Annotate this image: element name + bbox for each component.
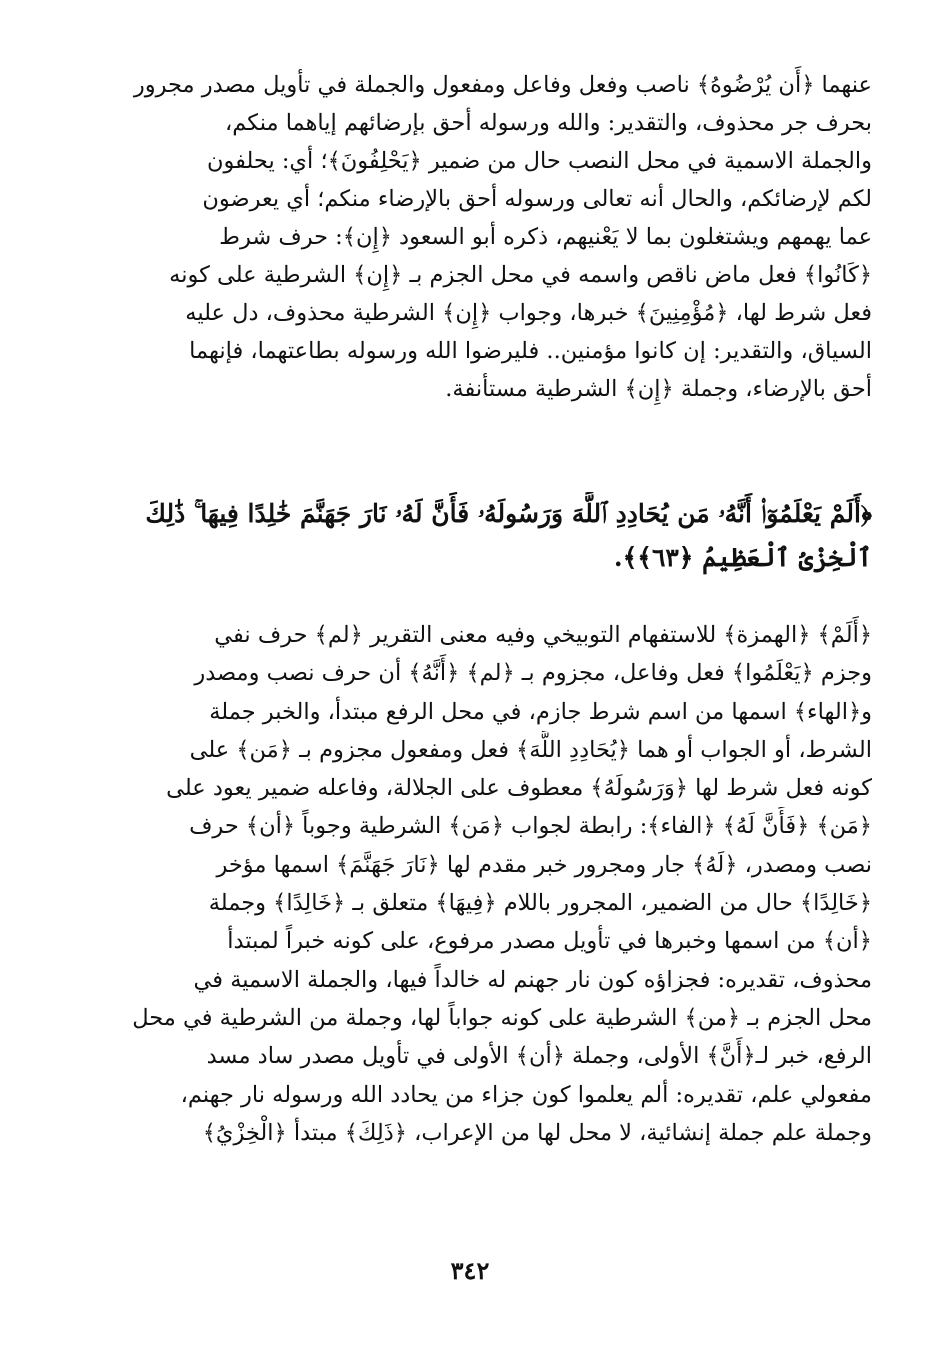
text-line: بحرف جر محذوف، والتقدير: والله ورسوله أحق بإرضائهم إياهما منكم، xyxy=(225,110,872,136)
text-line: الشرط، أو الجواب أو هما ﴿يُحَادِدِ اللَّهَ﴾ فعل ومفعول مجزوم بـ ﴿مَن﴾ على xyxy=(189,736,872,763)
text-line: ﴿مَن﴾ ﴿فَأَنَّ لَهُ﴾ ﴿الفاء﴾: رابطة لجواب ﴿مَن﴾ الشرطية وجوباً ﴿أن﴾ حرف xyxy=(189,813,872,840)
text-line: وجزم ﴿يَعْلَمُوا﴾ فعل وفاعل، مجزوم بـ ﴿لم﴾ ﴿أَنَّهُ﴾ أن حرف نصب ومصدر xyxy=(194,660,872,687)
text-line: ﴿أَلَمْ﴾ ﴿الهمزة﴾ للاستفهام التوبيخي وفيه معنى التقرير ﴿لم﴾ حرف نفي xyxy=(214,622,872,648)
text-line: ﴿خَالِدًا﴾ حال من الضمير، المجرور باللام ﴿فِيهَا﴾ متعلق بـ ﴿خَالِدًا﴾ وجملة xyxy=(208,890,872,917)
text-line: مفعولي علم، تقديره: ألم يعلموا كون جزاء من يحادد الله ورسوله نار جهنم، xyxy=(180,1081,872,1108)
text-line: الرفع، خبر لـ﴿أَنَّ﴾ الأولى، وجملة ﴿أن﴾ الأولى في تأويل مصدر ساد مسد xyxy=(206,1043,872,1070)
text-line: محذوف، تقديره: فجزاؤه كون نار جهنم له خالداً فيها، والجملة الاسمية في xyxy=(193,966,872,993)
commentary-paragraph-2 xyxy=(72,616,872,1152)
text-line: السياق، والتقدير: إن كانوا مؤمنين.. فليرضوا الله ورسوله بطاعتهما، فإنهما xyxy=(189,338,872,364)
text-line: محل الجزم بـ ﴿من﴾ الشرطية على كونه جواباً لها، وجملة من الشرطية في محل xyxy=(132,1004,872,1031)
text-line: فعل شرط لها، ﴿مُؤْمِنِينَ﴾ خبرها، وجواب ﴿إِن﴾ الشرطية محذوف، دل عليه xyxy=(185,300,872,326)
text-line: كونه فعل شرط لها ﴿وَرَسُولَهُ﴾ معطوف على الجلالة، وفاعله ضمير يعود على xyxy=(166,775,872,802)
quran-verse xyxy=(72,492,872,580)
text-line: ﴿أن﴾ من اسمها وخبرها في تأويل مصدر مرفوع، على كونه خبراً لمبتدأ xyxy=(227,928,872,955)
commentary-paragraph-1 xyxy=(72,66,872,408)
text-line: أحق بالإرضاء، وجملة ﴿إِن﴾ الشرطية مستأنفة. xyxy=(445,376,872,402)
text-line: عما يهمهم ويشتغلون بما لا يَعْنيهم، ذكره أبو السعود ﴿إِن﴾: حرف شرط xyxy=(219,224,872,250)
text-line: والجملة الاسمية في محل النصب حال من ضمير ﴿يَحْلِفُونَ﴾؛ أي: يحلفون xyxy=(206,148,872,174)
text-line: و﴿الهاء﴾ اسمها من اسم شرط جازم، في محل الرفع مبتدأ، والخبر جملة xyxy=(209,698,872,725)
text-line: لكم لإرضائكم، والحال أنه تعالى ورسوله أحق بالإرضاء منكم؛ أي يعرضون xyxy=(202,186,872,212)
text-line: ﴿كَانُوا﴾ فعل ماض ناقص واسمه في محل الجزم بـ ﴿إِن﴾ الشرطية على كونه xyxy=(169,262,872,288)
verse-line: ٱلْخِزْىُ ٱلْعَظِيمُ ﴿٦٣﴾﴾. xyxy=(613,543,872,572)
text-line: وجملة علم جملة إنشائية، لا محل لها من الإعراب، ﴿ذَلِكَ﴾ مبتدأ ﴿الْخِزْيُ﴾ xyxy=(202,1119,872,1146)
page-number: ٣٤٢ xyxy=(450,1256,490,1285)
text-line: نصب ومصدر، ﴿لَهُ﴾ جار ومجرور خبر مقدم لها ﴿نَارَ جَهَنَّمَ﴾ اسمها مؤخر xyxy=(216,851,872,878)
text-line: عنهما ﴿أَن يُرْضُوهُ﴾ ناصب وفعل وفاعل ومفعول والجملة في تأويل مصدر مجرور xyxy=(133,72,872,98)
verse-line: ﴿أَلَمْ يَعْلَمُوٓا۟ أَنَّهُۥ مَن يُحَادِدِ ٱللَّهَ وَرَسُولَهُۥ فَأَنَّ لَهُۥ نَارَ جَهَنَّمَ خَٰلِدًا فِيهَا ۚ ذَٰلِكَ xyxy=(145,499,872,528)
